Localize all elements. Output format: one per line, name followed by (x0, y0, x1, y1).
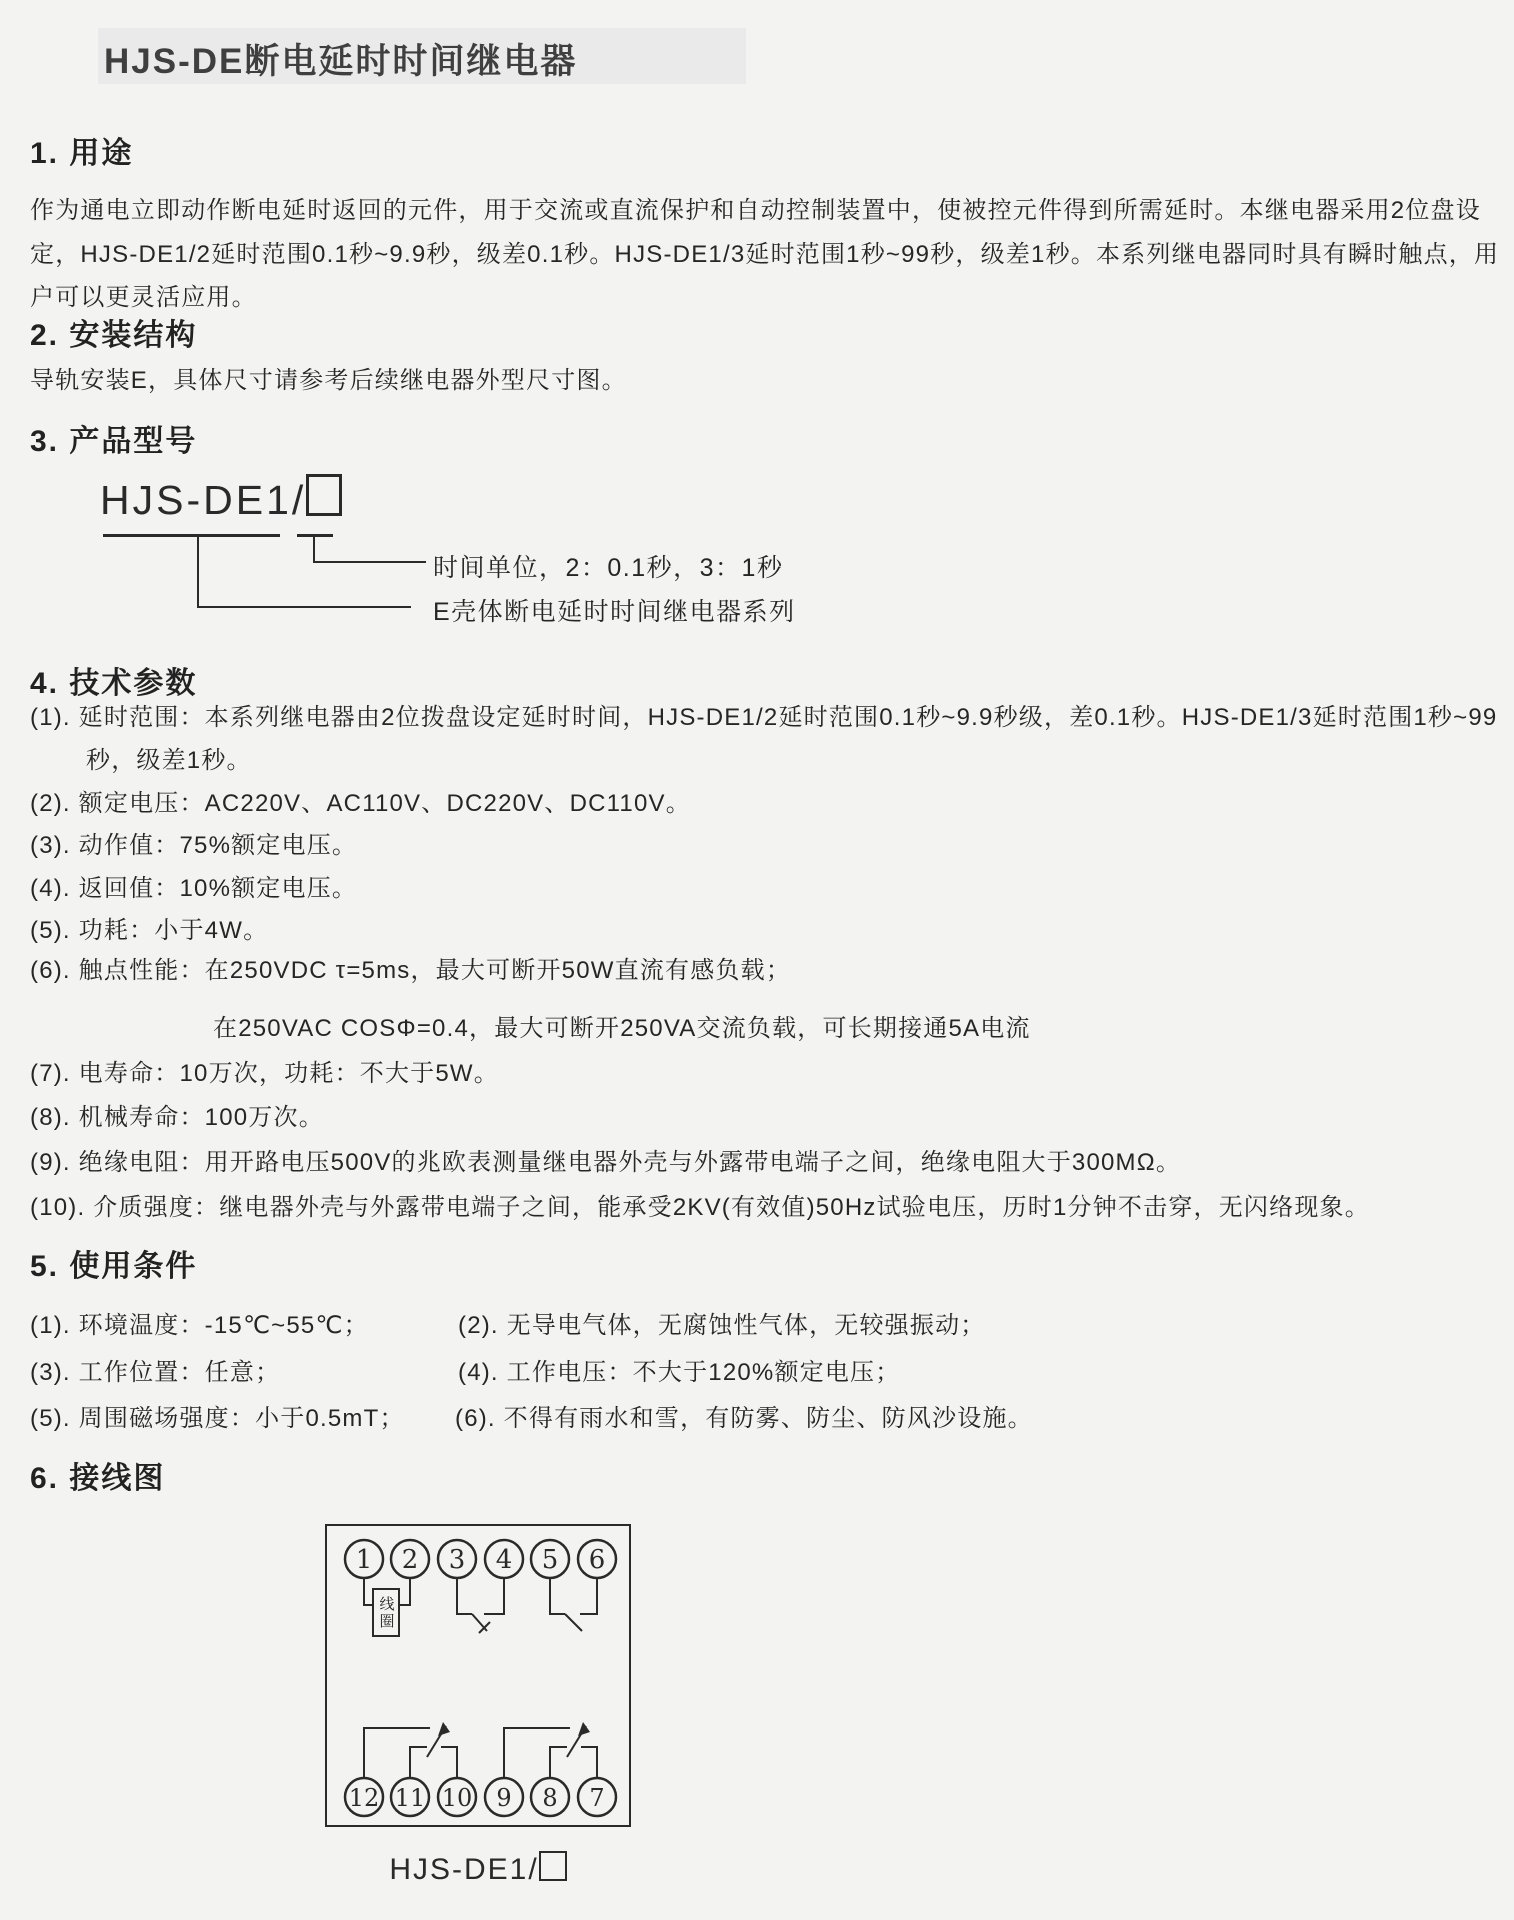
contact-9-lead (504, 1728, 570, 1778)
section-2-heading: 2. 安装结构 (30, 319, 198, 352)
section-1-line: 户可以更灵活应用。 (30, 284, 257, 311)
wiring-diagram (325, 1524, 631, 1827)
section-4-heading: 4. 技术参数 (30, 667, 198, 700)
coil-lead-left (364, 1578, 372, 1605)
callout-line-horizontal-2 (197, 606, 411, 608)
callout-line-horizontal-1 (313, 561, 426, 563)
section-3-heading: 3. 产品型号 (30, 425, 198, 458)
contact-left-delay-flag (438, 1722, 450, 1736)
tech-param-line: (7). 电寿命：10万次，功耗：不大于5W。 (30, 1060, 499, 1087)
model-prefix: HJS-DE1/ (100, 477, 307, 523)
use-condition-item: (4). 工作电压：不大于120%额定电压； (458, 1359, 901, 1386)
model-placeholder-box (306, 474, 342, 516)
contact-10-lead (441, 1747, 457, 1778)
contact-7-lead (581, 1747, 597, 1778)
use-condition-item: (3). 工作位置：任意； (30, 1359, 281, 1386)
caption-prefix: HJS-DE1/ (389, 1853, 539, 1886)
use-condition-item: (5). 周围磁场强度：小于0.5mT； (30, 1405, 405, 1432)
tech-param-line: (6). 触点性能：在250VDC τ=5ms，最大可断开50W直流有感负载； (30, 957, 792, 984)
use-condition-item: (1). 环境温度：-15℃~55℃； (30, 1312, 369, 1339)
use-condition-item: (6). 不得有雨水和雪，有防雾、防尘、防风沙设施。 (455, 1405, 1033, 1432)
wiring-diagram-svg (327, 1526, 629, 1825)
section-1-line: 定，HJS-DE1/2延时范围0.1秒~9.9秒，级差0.1秒。HJS-DE1/3延时范围1秒~99秒，级差1秒。本系列继电器同时具有瞬时触点，用 (30, 241, 1500, 268)
terminal-label: 4 (495, 1545, 513, 1575)
contact-8-lead (550, 1747, 567, 1778)
contact-3-lead (457, 1578, 472, 1614)
terminal-label: 9 (496, 1784, 512, 1812)
section-1-line: 作为通电立即动作断电延时返回的元件，用于交流或直流保护和自动控制装置中，使被控元件得到所需延时。本继电器采用2位盘设 (30, 197, 1481, 224)
terminal-label: 11 (394, 1784, 426, 1812)
tech-param-line: (1). 延时范围：本系列继电器由2位拨盘设定延时时间，HJS-DE1/2延时范围0.1秒~9.9秒级，差0.1秒。HJS-DE1/3延时范围1秒~99 (30, 704, 1498, 731)
terminal-label: 1 (355, 1545, 373, 1575)
terminal-label: 10 (441, 1784, 473, 1812)
caption-placeholder-box (539, 1851, 567, 1881)
terminal-label: 2 (401, 1545, 419, 1575)
contact-5-6-blade (565, 1614, 582, 1631)
contact-4-lead (484, 1578, 504, 1614)
contact-12-lead (364, 1728, 430, 1778)
callout-series: E壳体断电延时时间继电器系列 (433, 598, 796, 626)
callout-line-vertical-1 (313, 534, 315, 563)
callout-line-vertical-2 (197, 534, 199, 608)
terminal-label: 12 (348, 1784, 380, 1812)
section-1-heading: 1. 用途 (30, 137, 134, 170)
tech-param-line: (5). 功耗：小于4W。 (30, 917, 269, 944)
callout-time-unit: 时间单位，2：0.1秒，3：1秒 (433, 554, 784, 582)
section-2-body: 导轨安装E，具体尺寸请参考后续继电器外型尺寸图。 (30, 367, 627, 394)
tech-param-line: (4). 返回值：10%额定电压。 (30, 875, 358, 902)
terminal-label: 7 (589, 1784, 605, 1812)
tech-param-line: (9). 绝缘电阻：用开路电压500V的兆欧表测量继电器外壳与外露带电端子之间，绝缘电阻大于300MΩ。 (30, 1149, 1182, 1176)
model-designation (100, 474, 342, 524)
use-condition-item: (2). 无导电气体，无腐蚀性气体，无较强振动； (458, 1312, 986, 1339)
page-title: HJS-DE断电延时时间继电器 (104, 42, 578, 81)
tech-param-line: (10). 介质强度：继电器外壳与外露带电端子之间，能承受2KV(有效值)50Hz试验电压，历时1分钟不击穿，无闪络现象。 (30, 1194, 1370, 1221)
diagram-caption (358, 1851, 598, 1887)
contact-right-delay-flag (578, 1722, 590, 1736)
model-underline-main (103, 534, 280, 537)
terminal-label: 6 (588, 1545, 606, 1575)
terminal-label: 8 (542, 1784, 558, 1812)
model-underline-box (297, 534, 333, 537)
coil-lead-right (400, 1578, 410, 1605)
tech-param-line: (8). 机械寿命：100万次。 (30, 1104, 324, 1131)
tech-param-line: (3). 动作值：75%额定电压。 (30, 832, 358, 859)
section-5-heading: 5. 使用条件 (30, 1250, 198, 1283)
contact-11-lead (410, 1747, 427, 1778)
tech-param-line: (2). 额定电压：AC220V、AC110V、DC220V、DC110V。 (30, 790, 691, 817)
section-6-heading: 6. 接线图 (30, 1462, 166, 1495)
tech-param-line: 在250VAC COSΦ=0.4，最大可断开250VA交流负载，可长期接通5A电流 (213, 1015, 1031, 1042)
terminal-label: 3 (448, 1545, 466, 1575)
contact-5-lead (550, 1578, 565, 1614)
contact-6-lead (580, 1578, 597, 1614)
terminal-label: 5 (541, 1545, 559, 1575)
coil-symbol: 线圈 (372, 1588, 400, 1637)
tech-param-line: 秒，级差1秒。 (86, 747, 252, 774)
